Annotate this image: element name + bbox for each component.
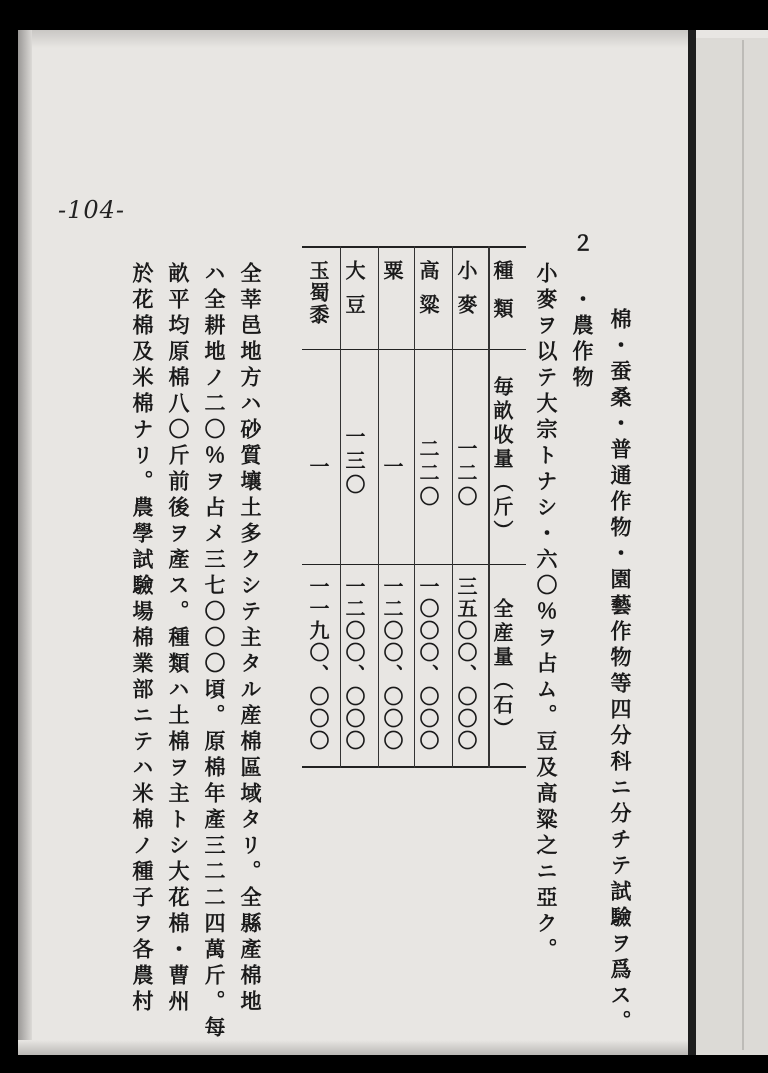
row-yield-corn: 一 (306, 456, 330, 480)
row-yield-soybean: 一三〇 (342, 426, 366, 498)
row-kind-sorghum: 高粱 (416, 260, 440, 328)
row-total-sorghum: 一〇〇〇、〇〇〇 (416, 576, 440, 752)
paragraph-line-3: 畝平均原棉八〇斤前後ヲ產ス。種類ハ土棉ヲ主トシ大花棉・曹州 (166, 262, 191, 1016)
row-total-soybean: 一二〇〇、〇〇〇 (342, 576, 366, 752)
row-yield-millet: 一 (380, 456, 404, 480)
next-page-edge (696, 38, 768, 1055)
crop-table (302, 246, 526, 768)
row-total-corn: 一一九〇、〇〇〇 (306, 576, 330, 752)
page-bottom-shadow (18, 1040, 688, 1055)
row-total-millet: 一二〇〇、〇〇〇 (380, 576, 404, 752)
body-line-1: 棉・蚕桑・普通作物・園藝作物等四分科ニ分チテ試驗ヲ爲ス。 (608, 308, 633, 1036)
page-top-shadow (32, 30, 692, 48)
row-yield-sorghum: 二二〇 (416, 438, 440, 510)
paragraph-line-1: 全莘邑地方ハ砂質壤土多クシテ主タル産棉區域タリ。全縣產棉地 (238, 262, 263, 1016)
page-left-shadow (18, 30, 32, 1055)
table-divider-4 (340, 246, 341, 768)
header-total: 全産量（石） (490, 598, 514, 742)
row-yield-wheat: 一二〇 (454, 438, 478, 510)
page-number: -104- (58, 196, 126, 224)
row-kind-soybean: 大豆 (342, 260, 366, 328)
row-kind-corn: 玉蜀黍 (306, 260, 330, 326)
paragraph-line-4: 於花棉及米棉ナリ。農學試驗場棉業部ニテハ米棉ノ種子ヲ各農村 (130, 262, 155, 1016)
header-yield: 毎畝收量（斤） (490, 376, 514, 544)
row-total-wheat: 三五〇〇、〇〇〇 (454, 576, 478, 752)
row-kind-millet: 粟 (380, 260, 404, 284)
table-divider-1 (452, 246, 453, 768)
header-kind: 種類 (490, 260, 514, 336)
paragraph-line-2: ハ全耕地ノ二〇％ヲ占メ三七〇〇〇頃。原棉年產三二二四萬斤。每 (202, 262, 227, 1042)
body-line-2: 小麥ヲ以テ大宗トナシ・六〇％ヲ占ム。豆及高粱之ニ亞ク。 (534, 262, 559, 964)
book-spine (688, 30, 696, 1055)
next-page-fold (742, 40, 744, 1050)
row-kind-wheat: 小麥 (454, 260, 478, 328)
table-divider-3 (378, 246, 379, 768)
table-divider-2 (414, 246, 415, 768)
section-heading: ２ ・農作物 (570, 232, 595, 392)
